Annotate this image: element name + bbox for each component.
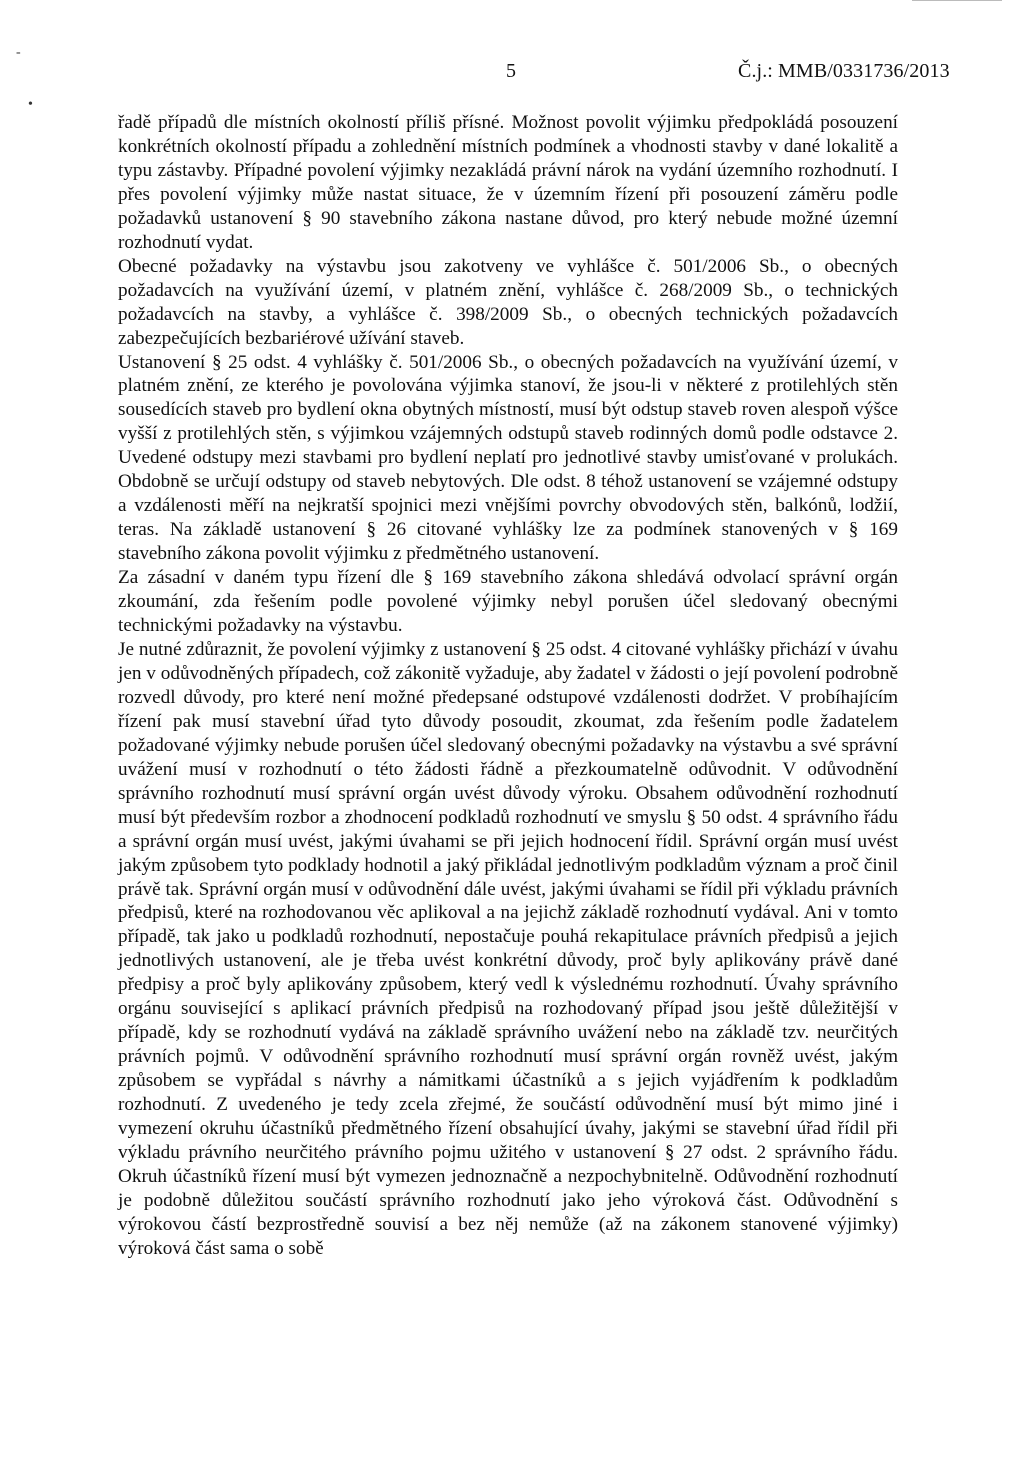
scan-mark-bottom: • — [28, 97, 33, 112]
paragraph: Ustanovení § 25 odst. 4 vyhlášky č. 501/2006 Sb., o obecných požadavcích na využívání území, v platném znění, ze kterého je povolována výjimka stanoví, že jsou-li v některé z protilehlých stěn sousedících staveb pro bydlení okna obytných místností, musí být odstup staveb roven alespoň výšce vyšší z protilehlých stěn, s výjimkou vzájemných odstupů staveb rodinných domů podle odstavce 2. Uvedené odstupy mezi stavbami pro bydlení neplatí pro jednotlivé stavby umisťované v prolukách. Obdobně se určují odstupy od staveb nebytových. Dle odst. 8 téhož ustanovení se vzájemné odstupy a vzdálenosti měří na nejkratší spojnici mezi vnějšími povrchy obvodových stěn, balkónů, lodžií, teras. Na základě ustanovení § 26 citované vyhlášky lze za podmínek stanovených v § 169 stavebního zákona povolit výjimku z předmětného ustanovení. — [118, 351, 898, 565]
paragraph: Za zásadní v daném typu řízení dle § 169 stavebního zákona shledává odvolací správní orgán zkoumání, zda řešením podle povolené výjimky nebyl porušen účel sledovaný obecnými technickými požadavky na výstavbu. — [118, 567, 898, 637]
scan-top-rule — [912, 0, 1002, 1]
page-header — [0, 60, 1024, 90]
scan-mark-top: - — [16, 45, 21, 60]
document-body — [118, 111, 898, 1261]
reference-number: Č.j.: MMB/0331736/2013 — [738, 60, 950, 82]
page-number: 5 — [506, 60, 516, 82]
paragraph: Je nutné zdůraznit, že povolení výjimky z ustanovení § 25 odst. 4 citované vyhlášky přichází v úvahu jen v odůvodněných případech, což zákonitě vyžaduje, aby žadatel v žádosti o její povolení podrobně rozvedl důvody, pro které není možné předepsané odstupové vzdálenosti dodržet. V probíhajícím řízení pak musí stavební úřad tyto důvody posoudit, zkoumat, zda řešením podle žadatelem požadované výjimky nebude porušen účel sledovaný obecnými požadavky na výstavbu a své správní uvážení musí v rozhodnutí o této žádosti řádně a přezkoumatelně odůvodnit. V odůvodnění správního rozhodnutí musí správní orgán uvést důvody výroku. Obsahem odůvodnění rozhodnutí musí být především rozbor a zhodnocení podkladů rozhodnutí ve smyslu § 50 odst. 4 správního řádu a správní orgán musí uvést, jakými úvahami se při jejich hodnocení řídil. Správní orgán musí uvést jakým způsobem tyto podklady hodnotil a jaký přikládal jednotlivým podkladům význam a proč činil právě tak. Správní orgán musí v odůvodnění dále uvést, jakými úvahami se řídil při výkladu právních předpisů, které na rozhodovanou věc aplikoval a na jejichž základě rozhodnutí vydával. Ani v tomto případě, tak jako u podkladů rozhodnutí, nepostačuje pouhá rekapitulace právních předpisů a jejich jednotlivých ustanovení, ale je třeba uvést konkrétní důvody, proč byly aplikovány právě dané předpisy a proč byly aplikovány způsobem, který vedl k výslednému rozhodnutí. Úvahy správního orgánu související s aplikací právních předpisů na rozhodovaný případ jsou ještě důležitější v případě, kdy se rozhodnutí vydává na základě správního uvážení nebo na základě tzv. neurčitých právních pojmů. V odůvodnění správního rozhodnutí musí správní orgán rovněž uvést, jakým způsobem se vypřádal s návrhy a námitkami účastníků a s jejich vyjádřením k podkladům rozhodnutí. Z uvedeného je tedy zcela zřejmé, že součástí odůvodnění musí být mimo jiné i vymezení okruhu účastníků předmětného řízení obsahující úvahy, jakými se stavební úřad řídil při výkladu právního neurčitého právního pojmu užitého v ustanovení § 27 odst. 2 správního řádu. Okruh účastníků řízení musí být vymezen jednoznačně a nezpochybnitelně. Odůvodnění rozhodnutí je podobně důležitou součástí správního rozhodnutí jako jeho výroková část. Odůvodnění s výrokovou částí bezprostředně souvisí a bez něj nemůže (až na zákonem stanovené výjimky) výroková část sama o sobě — [118, 638, 898, 1259]
paragraph: Obecné požadavky na výstavbu jsou zakotveny ve vyhlášce č. 501/2006 Sb., o obecných požadavcích na využívání území, v platném znění, vyhlášce č. 268/2009 Sb., o technických požadavcích na stavby, a vyhlášce č. 398/2009 Sb., o obecných technických požadavcích zabezpečujících bezbariérové užívání staveb. — [118, 255, 898, 349]
paragraph: řadě případů dle místních okolností příliš přísné. Možnost povolit výjimku předpokládá posouzení konkrétních okolností případu a zohlednění místních podmínek a vhodnosti stavby v dané lokalitě a typu zástavby. Případné povolení výjimky nezakládá právní nárok na vydání územního rozhodnutí. I přes povolení výjimky může nastat situace, že v územním řízení při posouzení záměru podle požadavků ustanovení § 90 stavebního zákona nastane důvod, pro který nebude možné územní rozhodnutí vydat. — [118, 112, 898, 253]
